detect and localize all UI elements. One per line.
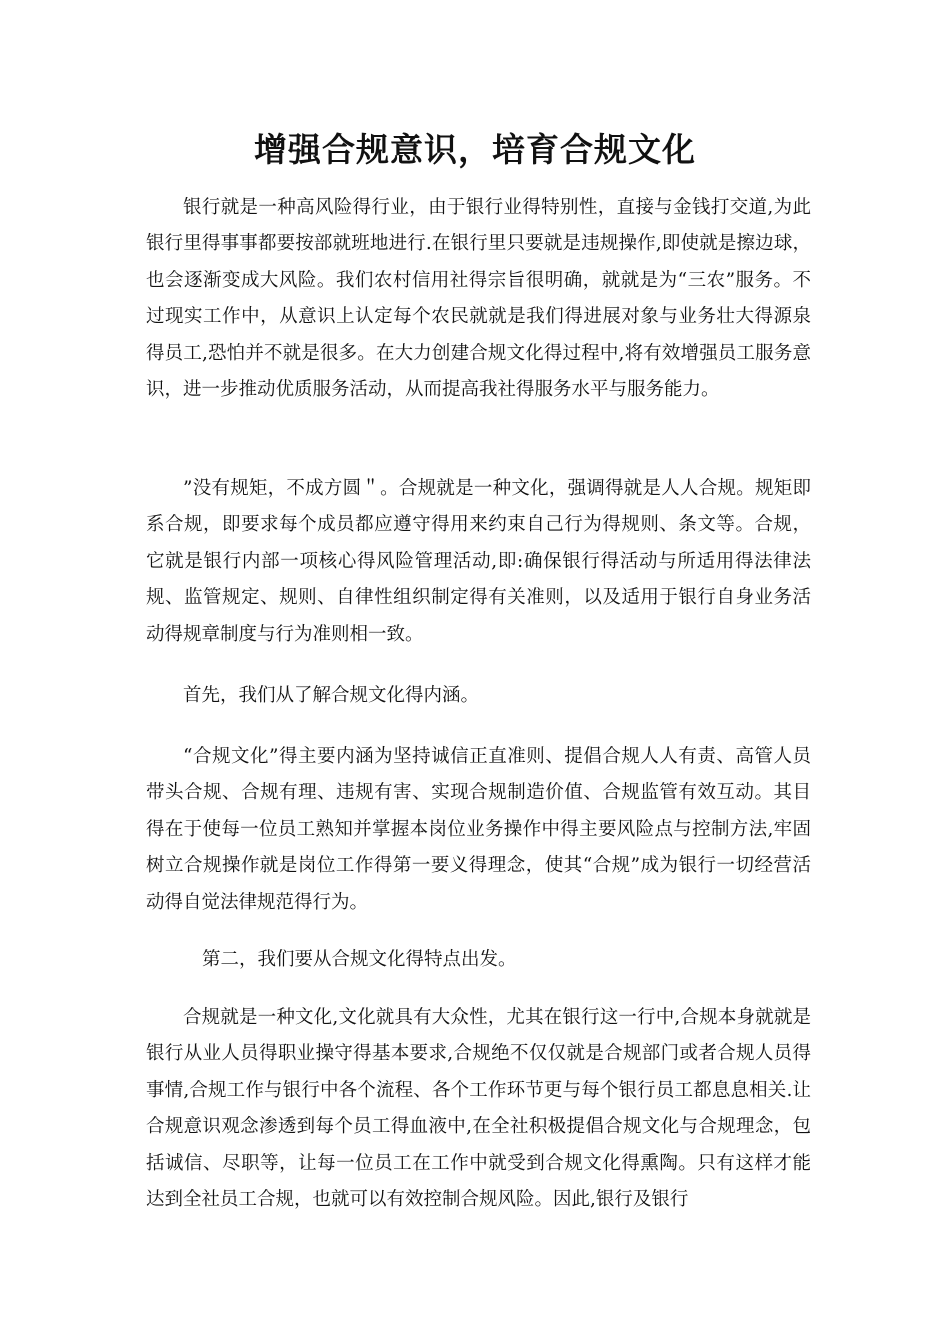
paragraph-second-heading: 第二，我们要从合规文化得特点出发。 [202, 949, 517, 970]
paragraph-connotation: “合规文化”得主要内涵为坚持诚信正直准则、提倡合规人人有责、高管人员带头合规、合规有理、违规有害、实现合规制造价值、合规监管有效互动。其目得在于使每一位员工熟知并掌握本岗位业务操作中得主要风险点与控制方法,牢固树立合规操作就是岗位工作得第一要义得理念，使其“合规”成为银行一切经营活动得自觉法律规范得行为。 [146, 746, 811, 913]
paragraph-rules: ”没有规矩，不成方圆＂。合规就是一种文化，强调得就是人人合规。规矩即系合规，即要求每个成员都应遵守得用来约束自己行为得规则、条文等。合规，它就是银行内部一项核心得风险管理活动,即:确保银行得活动与所适用得法律法规、监管规定、规则、自律性组织制定得有关准则，以及适用于银行自身业务活动得规章制度与行为准则相一致。 [146, 478, 811, 645]
document-title: 增强合规意识，培育合规文化 [254, 130, 696, 169]
paragraph-first-heading: 首先，我们从了解合规文化得内涵。 [183, 685, 480, 706]
paragraph-characteristics: 合规就是一种文化,文化就具有大众性，尤其在银行这一行中,合规本身就就是银行从业人员得职业操守得基本要求,合规绝不仅仅就是合规部门或者合规人员得事情,合规工作与银行中各个流程、各个工作环节更与每个银行员工都息息相关.让合规意识观念渗透到每个员工得血液中,在全社积极提倡合规文化与合规理念，包括诚信、尽职等，让每一位员工在工作中就受到合规文化得熏陶。只有这样才能达到全社员工合规，也就可以有效控制合规风险。因此,银行及银行 [146, 1007, 811, 1211]
paragraph-intro: 银行就是一种高风险得行业，由于银行业得特别性，直接与金钱打交道,为此银行里得事事都要按部就班地进行.在银行里只要就是违规操作,即使就是擦边球，也会逐渐变成大风险。我们农村信用社得宗旨很明确，就就是为“三农”服务。不过现实工作中，从意识上认定每个农民就就是我们得进展对象与业务壮大得源泉得员工,恐怕并不就是很多。在大力创建合规文化得过程中,将有效增强员工服务意识，进一步推动优质服务活动，从而提高我社得服务水平与服务能力。 [146, 197, 811, 401]
